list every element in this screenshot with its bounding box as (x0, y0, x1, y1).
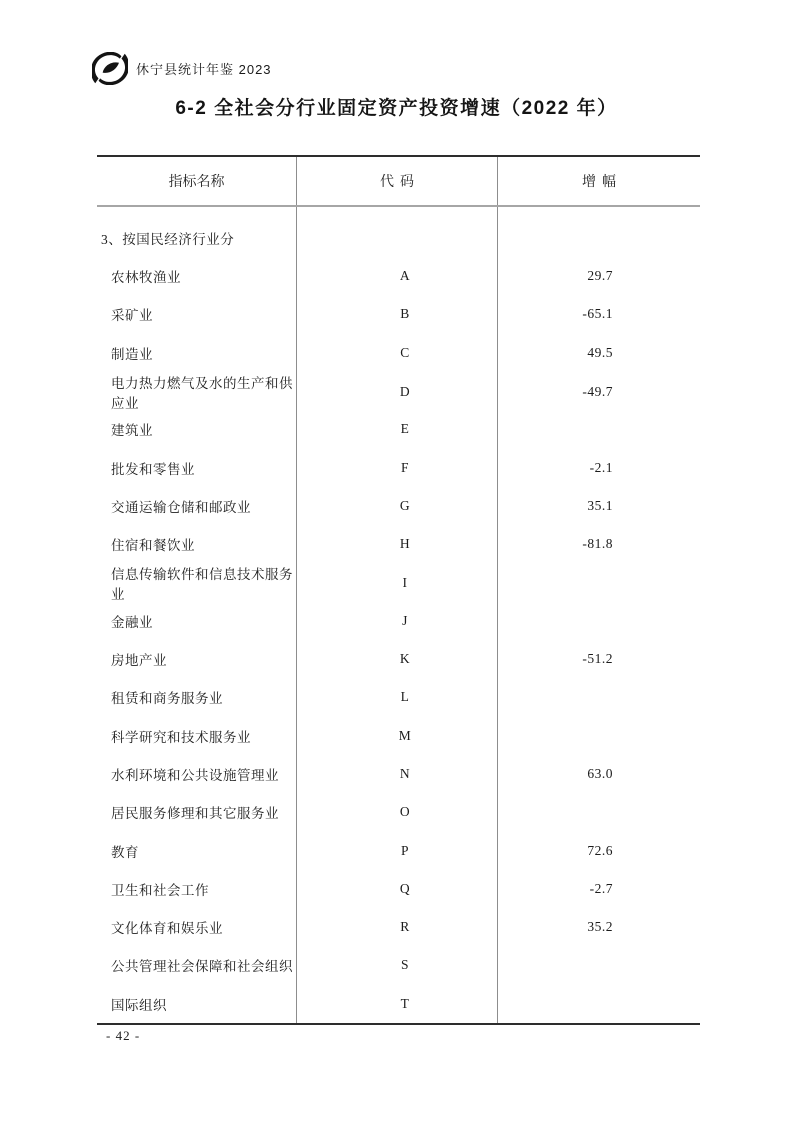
column-header-growth: 增幅 (582, 175, 622, 190)
table-row (97, 985, 700, 1023)
indicator-name-cell: 建筑业 (111, 423, 153, 439)
growth-value-cell: 49.5 (587, 344, 613, 360)
table-header-row (97, 157, 700, 207)
indicator-name-cell: 批发和零售业 (111, 461, 195, 477)
group-header-label: 3、按国民经济行业分 (101, 232, 235, 247)
table-row (97, 410, 700, 448)
industry-code-cell: M (296, 717, 498, 755)
industry-code-cell: S (296, 946, 498, 984)
industry-code-cell: J (296, 602, 498, 640)
indicator-name-cell: 金融业 (111, 614, 153, 630)
indicator-name-cell: 房地产业 (111, 653, 167, 669)
indicator-name-cell: 采矿业 (111, 308, 153, 324)
table-row (97, 334, 700, 372)
table-row (97, 602, 700, 640)
table-row (97, 525, 700, 563)
indicator-name-cell: 卫生和社会工作 (111, 882, 209, 898)
industry-code-cell: Q (296, 870, 498, 908)
industry-code-cell: R (296, 908, 498, 946)
industry-code-cell: P (296, 831, 498, 869)
industry-code-cell: A (296, 257, 498, 295)
indicator-name-cell: 制造业 (111, 346, 153, 362)
group-header-row (97, 207, 700, 257)
table-row (97, 946, 700, 984)
table-row (97, 717, 700, 755)
investment-growth-table (97, 155, 700, 1025)
industry-code-cell: F (296, 448, 498, 486)
indicator-name-cell: 国际组织 (111, 997, 167, 1013)
table-row (97, 448, 700, 486)
group-header-code-cell (296, 207, 498, 257)
table-row (97, 563, 700, 601)
indicator-name-cell: 信息传输软件和信息技术服务业 (111, 567, 293, 603)
industry-code-cell: I (296, 563, 498, 603)
industry-code-cell: T (296, 985, 498, 1023)
growth-value-cell: -2.7 (589, 880, 613, 896)
growth-value-cell (498, 410, 700, 448)
table-row (97, 755, 700, 793)
indicator-name-cell: 公共管理社会保障和社会组织 (111, 959, 293, 975)
indicator-name-cell: 文化体育和娱乐业 (111, 921, 223, 937)
table-row (97, 831, 700, 869)
growth-value-cell: 29.7 (587, 268, 613, 284)
indicator-name-cell: 电力热力燃气及水的生产和供应业 (111, 375, 293, 411)
indicator-name-cell: 农林牧渔业 (111, 270, 181, 286)
growth-value-cell: -49.7 (582, 383, 613, 399)
growth-value-cell: 72.6 (587, 842, 613, 858)
indicator-name-cell: 租赁和商务服务业 (111, 691, 223, 707)
table-row (97, 295, 700, 333)
growth-value-cell (498, 602, 700, 640)
page-number: - 42 - (106, 1028, 141, 1043)
column-header-indicator: 指标名称 (168, 175, 225, 190)
swirl-logo-icon (92, 52, 128, 85)
growth-value-cell (498, 985, 700, 1023)
table-row (97, 793, 700, 831)
growth-value-cell: 63.0 (587, 766, 613, 781)
growth-value-cell (498, 563, 700, 603)
industry-code-cell: G (296, 487, 498, 525)
growth-value-cell: -51.2 (582, 651, 613, 667)
growth-value-cell: 35.1 (587, 497, 613, 513)
group-header-value-cell (498, 207, 700, 257)
growth-value-cell: -2.1 (589, 459, 613, 475)
column-header-code: 代码 (296, 157, 498, 205)
table-body (97, 257, 700, 1023)
industry-code-cell: O (296, 793, 498, 831)
industry-code-cell: H (296, 525, 498, 563)
table-row (97, 908, 700, 946)
industry-code-cell: D (296, 372, 498, 412)
growth-value-cell: -81.8 (582, 536, 613, 552)
industry-code-cell: L (296, 678, 498, 716)
growth-value-cell (498, 793, 700, 831)
growth-value-cell: 35.2 (587, 919, 613, 935)
growth-value-cell: -65.1 (582, 306, 613, 322)
growth-value-cell (498, 678, 700, 716)
page-title: 6-2 全社会分行业固定资产投资增速（2022 年） (175, 98, 618, 119)
industry-code-cell: C (296, 334, 498, 372)
industry-code-cell: B (296, 295, 498, 333)
indicator-name-cell: 教育 (111, 844, 139, 860)
table-row (97, 257, 700, 295)
indicator-name-cell: 科学研究和技术服务业 (111, 729, 251, 745)
table-row (97, 640, 700, 678)
indicator-name-cell: 居民服务修理和其它服务业 (111, 806, 279, 822)
industry-code-cell: E (296, 410, 498, 448)
indicator-name-cell: 交通运输仓储和邮政业 (111, 499, 251, 515)
table-row (97, 678, 700, 716)
indicator-name-cell: 水利环境和公共设施管理业 (111, 768, 279, 783)
table-row (97, 487, 700, 525)
yearbook-brand (92, 52, 272, 85)
growth-value-cell (498, 717, 700, 755)
yearbook-label: 休宁县统计年鉴 2023 (136, 62, 272, 77)
table-row (97, 870, 700, 908)
industry-code-cell: K (296, 640, 498, 678)
table-row (97, 372, 700, 410)
indicator-name-cell: 住宿和餐饮业 (111, 538, 195, 554)
industry-code-cell: N (296, 755, 498, 793)
growth-value-cell (498, 946, 700, 984)
